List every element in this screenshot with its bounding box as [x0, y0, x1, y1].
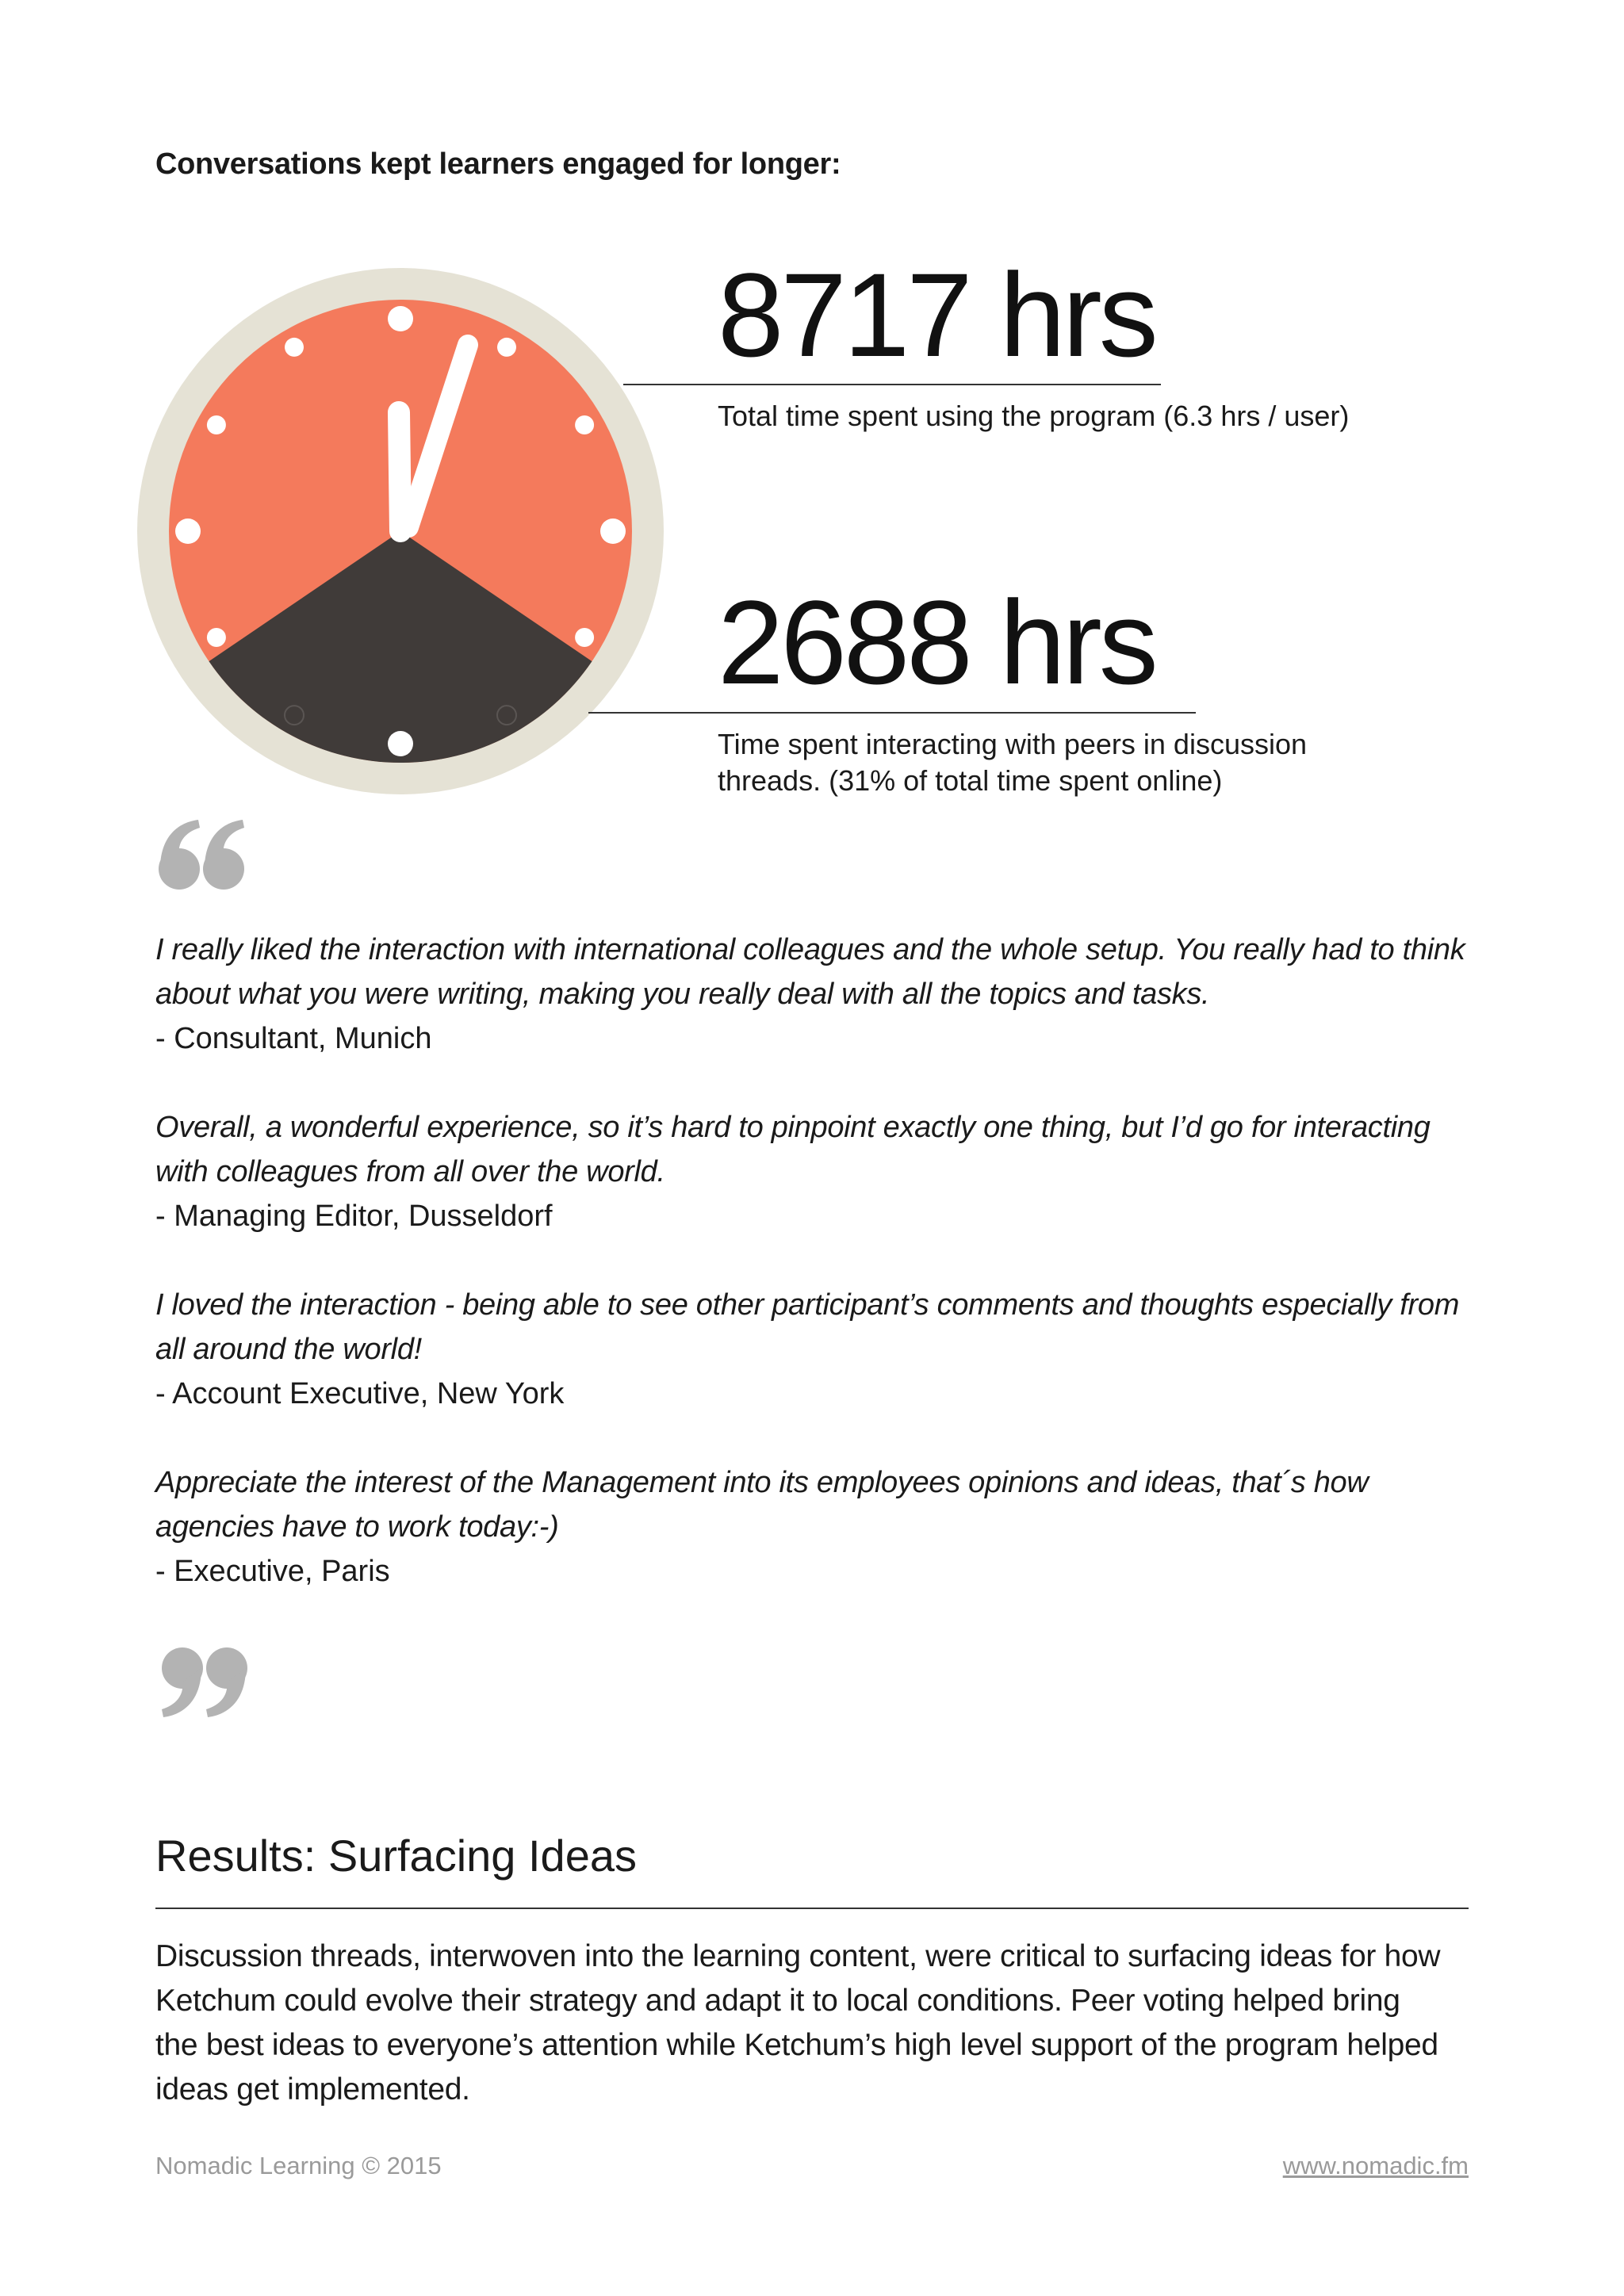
- stat-total-rule: [623, 384, 1161, 385]
- testimonial-author: - Executive, Paris: [155, 1555, 390, 1588]
- stat-peer-description: [718, 726, 1307, 799]
- testimonial-author: - Consultant, Munich: [155, 1022, 432, 1055]
- testimonial: [155, 1460, 1519, 1594]
- results-body-line: Ketchum could evolve their strategy and adapt it to local conditions. Peer voting helped bring: [155, 1984, 1400, 2018]
- clock-hour-dot: [207, 415, 226, 434]
- testimonial-line: all around the world!: [155, 1333, 422, 1366]
- results-body: [155, 1934, 1488, 2112]
- clock-hour-dot: [575, 415, 594, 434]
- clock-hour-dot: [600, 519, 626, 544]
- stat-peer-hours: 2688 hrs: [718, 576, 1155, 709]
- stat-peer-rule: [588, 712, 1196, 714]
- clock-hour-dot: [175, 519, 201, 544]
- clock-hour-dot: [575, 628, 594, 647]
- open-quote-icon: [155, 817, 251, 896]
- footer-website-link[interactable]: www.nomadic.fm: [1282, 2152, 1469, 2179]
- results-body-line: the best ideas to everyone’s attention while Ketchum’s high level support of the program helped: [155, 2028, 1438, 2062]
- testimonial: [155, 1105, 1519, 1238]
- results-title: Results: Surfacing Ideas: [155, 1831, 637, 1881]
- clock-hour-dot: [207, 628, 226, 647]
- clock-hour-dot: [388, 306, 413, 331]
- close-quote-icon: [155, 1641, 251, 1720]
- testimonial-line: Overall, a wonderful experience, so it’s hard to pinpoint exactly one thing, but I’d go for interacting: [155, 1111, 1431, 1144]
- testimonial: [155, 1283, 1519, 1416]
- stat-peer-description-line: Time spent interacting with peers in discussion: [718, 728, 1308, 760]
- results-body-line: Discussion threads, interwoven into the learning content, were critical to surfacing ideas for how: [155, 1939, 1441, 1973]
- testimonial-author: - Managing Editor, Dusseldorf: [155, 1200, 553, 1233]
- stat-total-hours: 8717 hrs: [718, 248, 1155, 381]
- testimonial-line: Appreciate the interest of the Management into its employees opinions and ideas, that´s how: [155, 1466, 1369, 1499]
- testimonials: [155, 928, 1519, 1638]
- clock-hour-hand: [399, 412, 400, 531]
- clock-hour-dot: [388, 731, 413, 756]
- testimonial: [155, 928, 1519, 1061]
- testimonial-line: about what you were writing, making you really deal with all the topics and tasks.: [155, 978, 1210, 1011]
- clock-hour-dot: [497, 338, 516, 357]
- results-body-line: ideas get implemented.: [155, 2072, 470, 2107]
- footer-copyright: Nomadic Learning © 2015: [155, 2152, 442, 2179]
- page-heading: Conversations kept learners engaged for longer:: [155, 147, 841, 181]
- stat-total-description: Total time spent using the program (6.3 hrs / user): [718, 400, 1350, 432]
- results-divider: [155, 1908, 1469, 1909]
- clock-icon: [135, 266, 666, 797]
- testimonial-line: agencies have to work today:-): [155, 1510, 559, 1544]
- testimonial-line: I really liked the interaction with international colleagues and the whole setup. You really had to think: [155, 933, 1465, 966]
- testimonial-line: I loved the interaction - being able to see other participant’s comments and thoughts especially from: [155, 1288, 1460, 1322]
- stat-peer-description-line: threads. (31% of total time spent online): [718, 764, 1223, 797]
- testimonial-author: - Account Executive, New York: [155, 1377, 565, 1410]
- testimonial-line: with colleagues from all over the world.: [155, 1155, 665, 1188]
- clock-hour-dot: [285, 338, 304, 357]
